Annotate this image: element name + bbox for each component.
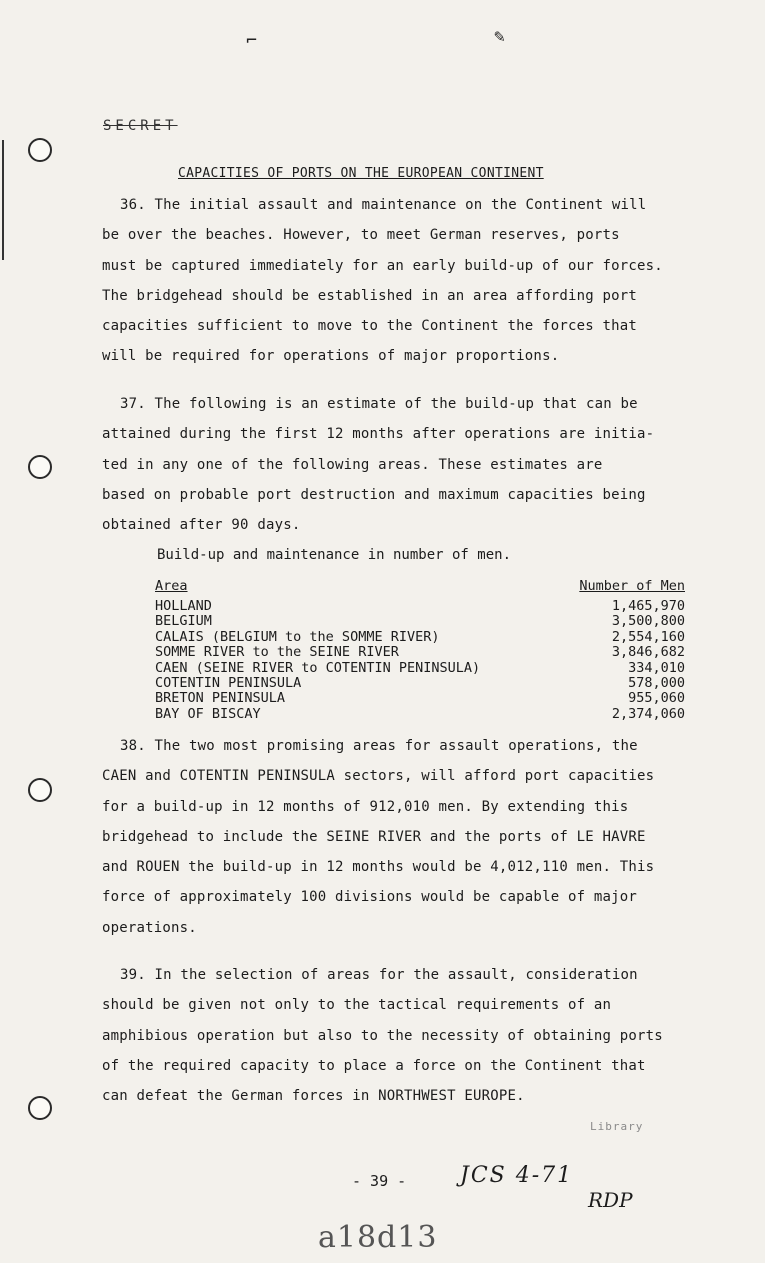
classification-marking: SECRET xyxy=(103,118,178,134)
binder-hole-icon xyxy=(28,778,52,802)
text-line: 36. The initial assault and maintenance on the Continent will xyxy=(120,197,647,213)
binder-hole-icon xyxy=(28,138,52,162)
table-row xyxy=(155,707,695,722)
number-cell: 2,554,160 xyxy=(611,628,685,645)
text-line: of the required capacity to place a force on the Continent that xyxy=(102,1057,646,1074)
text-line: 37. The following is an estimate of the build-up that can be xyxy=(120,396,638,412)
number-cell: 1,465,970 xyxy=(611,598,685,614)
document-title: CAPACITIES OF PORTS ON THE EUROPEAN CONTINENT xyxy=(178,166,544,181)
area-cell: HOLLAND xyxy=(155,598,212,614)
table-row xyxy=(155,691,695,706)
text-line: obtained after 90 days. xyxy=(102,517,301,534)
text-line: attained during the first 12 months after operations are initia- xyxy=(102,426,655,443)
table-row xyxy=(155,645,695,660)
paragraph-39 xyxy=(102,960,702,1111)
text-line: 39. In the selection of areas for the assault, consideration xyxy=(120,967,638,983)
text-line: should be given not only to the tactical requirements of an xyxy=(102,997,612,1014)
text-line: 38. The two most promising areas for assault operations, the xyxy=(120,738,638,754)
text-line: must be captured immediately for an early build-up of our forces. xyxy=(102,257,663,274)
page-number: - 39 - xyxy=(352,1172,407,1190)
text-line: be over the beaches. However, to meet German reserves, ports xyxy=(102,227,620,244)
text-line: and ROUEN the build-up in 12 months would be 4,012,110 men. This xyxy=(102,859,655,876)
pen-mark-icon: ✎ xyxy=(494,26,505,47)
text-line: capacities sufficient to move to the Continent the forces that xyxy=(102,318,637,335)
scan-edge-line xyxy=(2,140,4,260)
area-cell: BRETON PENINSULA xyxy=(155,690,286,707)
table-row xyxy=(155,661,695,676)
column-header-area: Area xyxy=(155,578,188,594)
table-row xyxy=(155,599,695,614)
table-caption: Build-up and maintenance in number of men. xyxy=(157,547,512,563)
area-cell: BAY OF BISCAY xyxy=(155,705,261,722)
number-cell: 3,500,800 xyxy=(611,613,685,630)
area-cell: CAEN (SEINE RIVER to COTENTIN PENINSULA) xyxy=(155,659,481,676)
number-cell: 955,060 xyxy=(628,690,685,707)
number-cell: 334,010 xyxy=(628,659,685,676)
table-header xyxy=(155,578,695,595)
binder-hole-icon xyxy=(28,1096,52,1120)
area-cell: CALAIS (BELGIUM to the SOMME RIVER) xyxy=(155,628,440,645)
number-cell: 578,000 xyxy=(628,674,685,691)
paragraph-37 xyxy=(102,389,702,540)
text-line: for a build-up in 12 months of 912,010 men. By extending this xyxy=(102,798,629,815)
text-line: will be required for operations of major proportions. xyxy=(102,348,560,365)
column-header-number: Number of Men xyxy=(579,578,685,594)
text-line: amphibious operation but also to the necessity of obtaining ports xyxy=(102,1027,663,1044)
paragraph-36 xyxy=(102,190,702,372)
number-cell: 2,374,060 xyxy=(611,705,685,722)
text-line: bridgehead to include the SEINE RIVER and the ports of LE HAVRE xyxy=(102,828,646,845)
handwritten-initials: RDP xyxy=(588,1188,633,1212)
buildup-table xyxy=(155,578,695,722)
area-cell: SOMME RIVER to the SEINE RIVER xyxy=(155,644,399,661)
text-line: can defeat the German forces in NORTHWEST EUROPE. xyxy=(102,1088,525,1105)
table-row xyxy=(155,614,695,629)
text-line: operations. xyxy=(102,919,197,936)
binder-hole-icon xyxy=(28,455,52,479)
table-row xyxy=(155,630,695,645)
text-line: force of approximately 100 divisions would be capable of major xyxy=(102,889,637,906)
pen-mark-icon: ⌐ xyxy=(246,30,257,51)
area-cell: COTENTIN PENINSULA xyxy=(155,674,302,691)
text-line: The bridgehead should be established in an area affording port xyxy=(102,287,637,304)
library-stamp: Library xyxy=(590,1120,644,1133)
text-line: CAEN and COTENTIN PENINSULA sectors, will afford port capacities xyxy=(102,768,655,785)
table-row xyxy=(155,676,695,691)
document-reference: JCS 4-71 xyxy=(460,1163,574,1188)
paragraph-38 xyxy=(102,731,702,943)
archive-number: a18d13 xyxy=(318,1220,438,1255)
text-line: based on probable port destruction and maximum capacities being xyxy=(102,486,646,503)
number-cell: 3,846,682 xyxy=(611,644,685,661)
text-line: ted in any one of the following areas. These estimates are xyxy=(102,456,603,473)
area-cell: BELGIUM xyxy=(155,613,212,630)
